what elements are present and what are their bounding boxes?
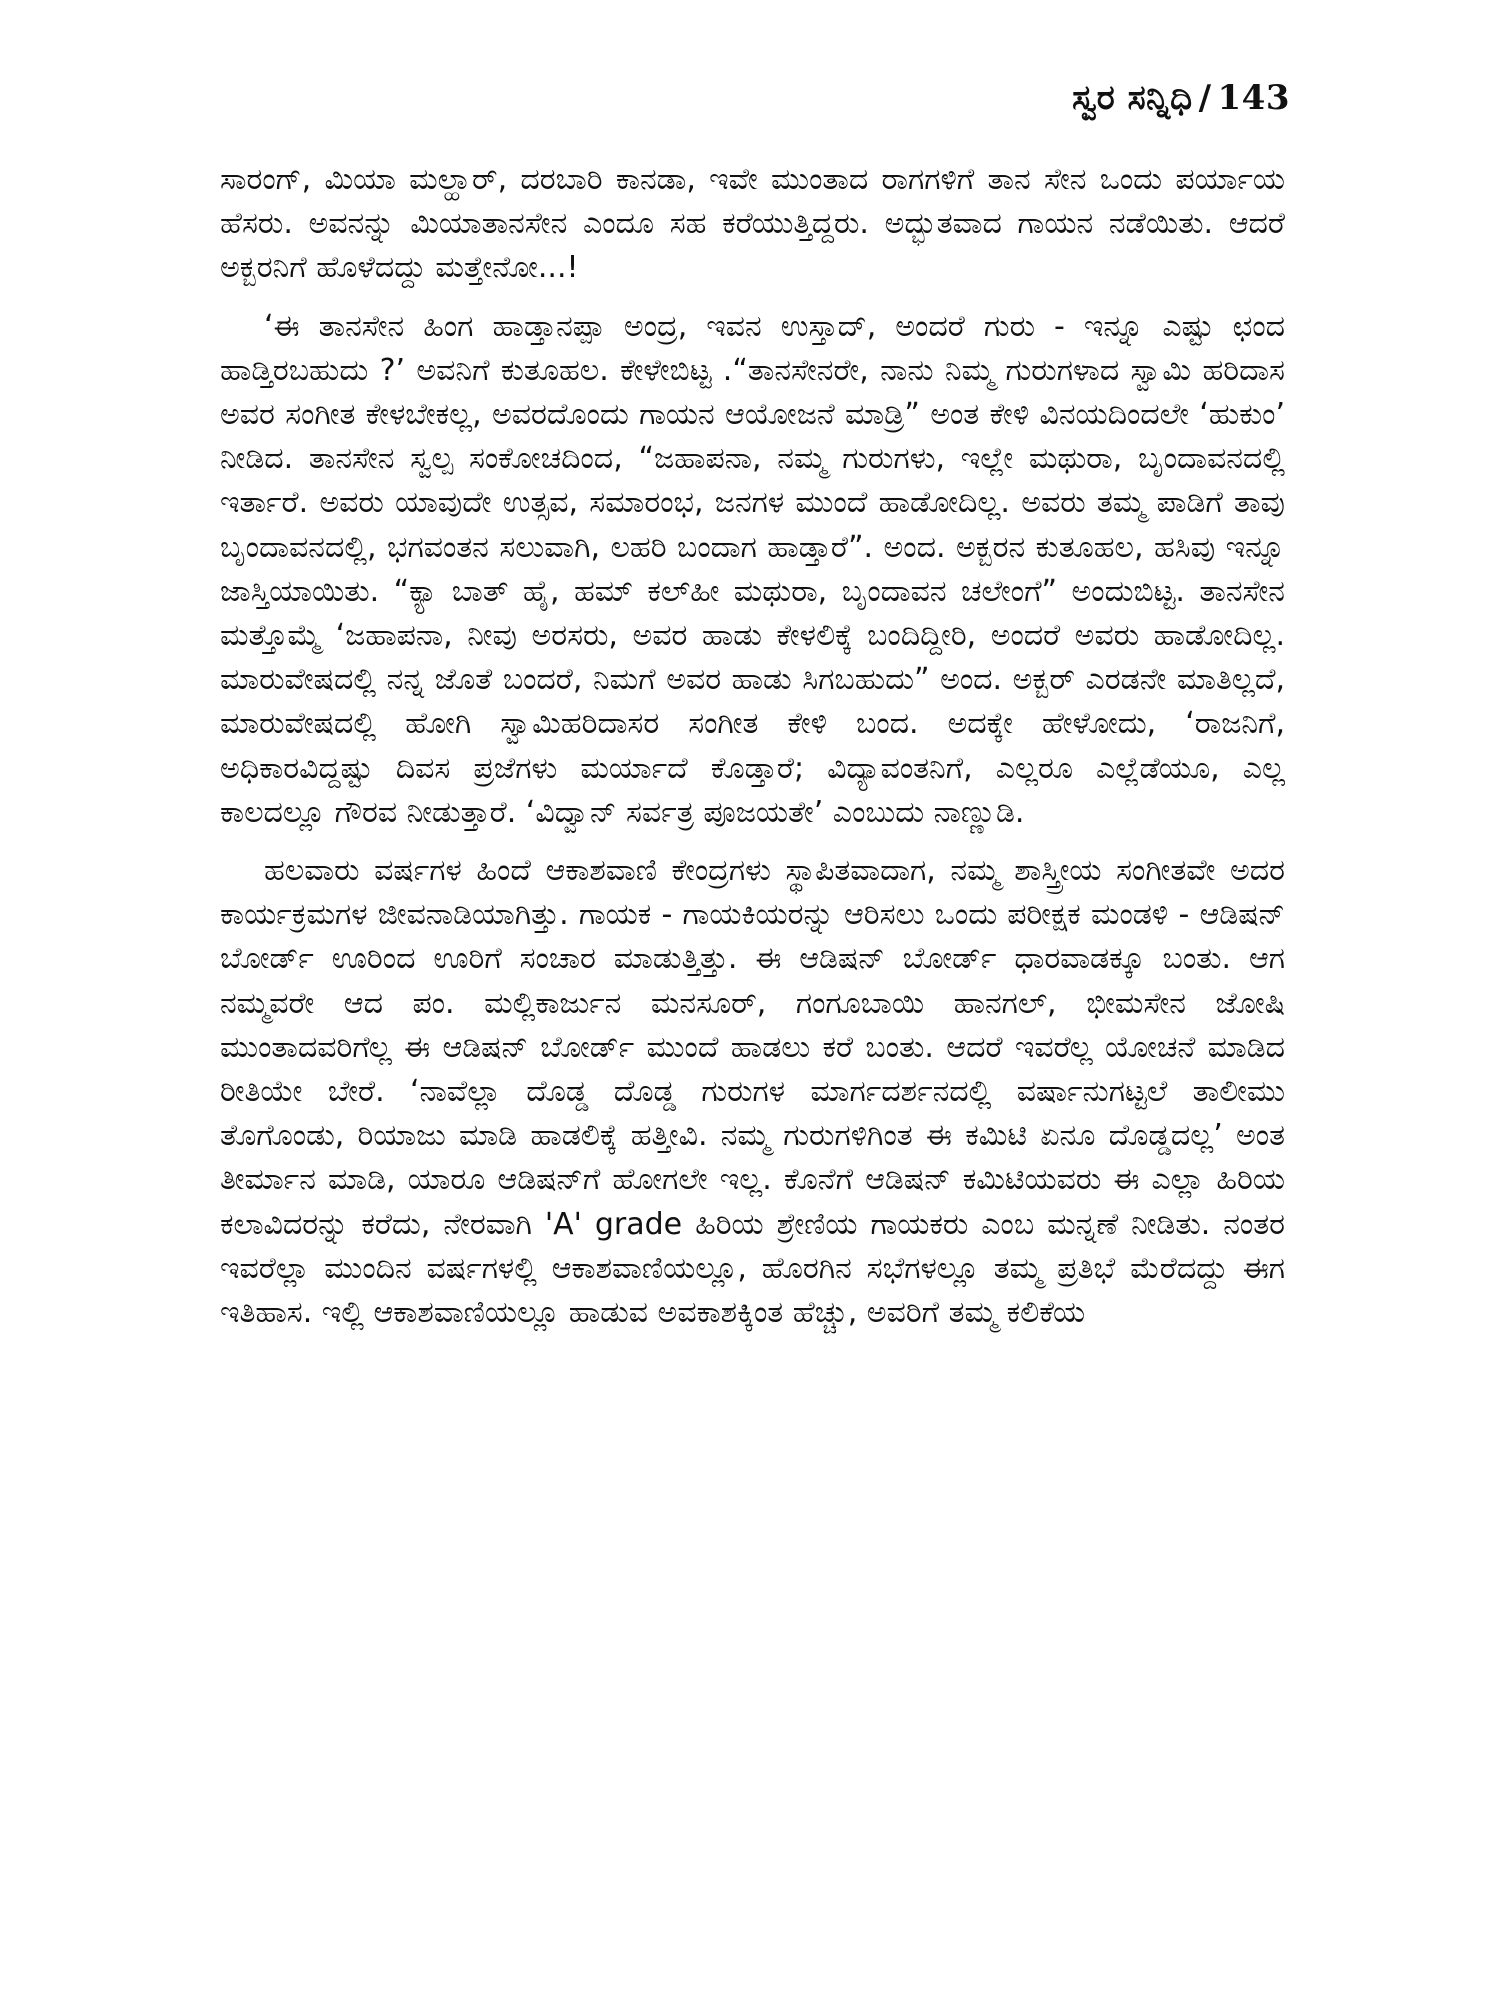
header-separator: / [1198,78,1212,118]
book-title: ಸ್ವರ ಸನ್ನಿಧಿ [1072,78,1193,118]
body-text [220,158,1285,1349]
running-header [1072,78,1290,118]
paragraph: ‘ಈ ತಾನಸೇನ ಹಿಂಗ ಹಾಡ್ತಾನಪ್ಪಾ ಅಂದ್ರ, ಇವನ ಉಸ್ತಾದ್, ಅಂದರೆ ಗುರು - ಇನ್ನೂ ಎಷ್ಟು ಛಂದ ಹಾಡ್ತಿರಬಹುದು ?’ ಅವನಿಗೆ ಕುತೂಹಲ. ಕೇಳೇಬಿಟ್ಟ .“ತಾನಸೇನರೇ, ನಾನು ನಿಮ್ಮ ಗುರುಗಳಾದ ಸ್ವಾಮಿ ಹರಿದಾಸ ಅವರ ಸಂಗೀತ ಕೇಳಬೇಕಲ್ಲ, ಅವರದೊಂದು ಗಾಯನ ಆಯೋಜನೆ ಮಾಡ್ರಿ” ಅಂತ ಕೇಳಿ ವಿನಯದಿಂದಲೇ ‘ಹುಕುಂ’ ನೀಡಿದ. ತಾನಸೇನ ಸ್ವಲ್ಪ ಸಂಕೋಚದಿಂದ, “ಜಹಾಪನಾ, ನಮ್ಮ ಗುರುಗಳು, ಇಲ್ಲೇ ಮಥುರಾ, ಬೃಂದಾವನದಲ್ಲಿ ಇರ್ತಾರೆ. ಅವರು ಯಾವುದೇ ಉತ್ಸವ, ಸಮಾರಂಭ, ಜನಗಳ ಮುಂದೆ ಹಾಡೋದಿಲ್ಲ. ಅವರು ತಮ್ಮ ಪಾಡಿಗೆ ತಾವು ಬೃಂದಾವನದಲ್ಲಿ, ಭಗವಂತನ ಸಲುವಾಗಿ, ಲಹರಿ ಬಂದಾಗ ಹಾಡ್ತಾರೆ”. ಅಂದ. ಅಕ್ಬರನ ಕುತೂಹಲ, ಹಸಿವು ಇನ್ನೂ ಜಾಸ್ತಿಯಾಯಿತು. “ಕ್ಯಾ ಬಾತ್ ಹೈ, ಹಮ್ ಕಲ್‌ಹೀ ಮಥುರಾ, ಬೃಂದಾವನ ಚಲೇಂಗೆ” ಅಂದುಬಿಟ್ಟ. ತಾನಸೇನ ಮತ್ತೊಮ್ಮೆ ‘ಜಹಾಪನಾ, ನೀವು ಅರಸರು, ಅವರ ಹಾಡು ಕೇಳಲಿಕ್ಕೆ ಬಂದಿದ್ದೀರಿ, ಅಂದರೆ ಅವರು ಹಾಡೋದಿಲ್ಲ. ಮಾರುವೇಷದಲ್ಲಿ ನನ್ನ ಜೊತೆ ಬಂದರೆ, ನಿಮಗೆ ಅವರ ಹಾಡು ಸಿಗಬಹುದು” ಅಂದ. ಅಕ್ಬರ್ ಎರಡನೇ ಮಾತಿಲ್ಲದೆ, ಮಾರುವೇಷದಲ್ಲಿ ಹೋಗಿ ಸ್ವಾಮಿಹರಿದಾಸರ ಸಂಗೀತ ಕೇಳಿ ಬಂದ. ಅದಕ್ಕೇ ಹೇಳೋದು, ‘ರಾಜನಿಗೆ, ಅಧಿಕಾರವಿದ್ದಷ್ಟು ದಿವಸ ಪ್ರಜೆಗಳು ಮರ್ಯಾದೆ ಕೊಡ್ತಾರೆ; ವಿದ್ಯಾವಂತನಿಗೆ, ಎಲ್ಲರೂ ಎಲ್ಲೆಡೆಯೂ, ಎಲ್ಲ ಕಾಲದಲ್ಲೂ ಗೌರವ ನೀಡುತ್ತಾರೆ. ‘ವಿದ್ವಾನ್ ಸರ್ವತ್ರ ಪೂಜಯತೇ’ ಎಂಬುದು ನಾಣ್ಣುಡಿ. [220,308,1285,830]
paragraph: ಹಲವಾರು ವರ್ಷಗಳ ಹಿಂದೆ ಆಕಾಶವಾಣಿ ಕೇಂದ್ರಗಳು ಸ್ಥಾಪಿತವಾದಾಗ, ನಮ್ಮ ಶಾಸ್ತ್ರೀಯ ಸಂಗೀತವೇ ಅದರ ಕಾರ್ಯಕ್ರಮಗಳ ಜೀವನಾಡಿಯಾಗಿತ್ತು. ಗಾಯಕ - ಗಾಯಕಿಯರನ್ನು ಆರಿಸಲು ಒಂದು ಪರೀಕ್ಷಕ ಮಂಡಳಿ - ಆಡಿಷನ್ ಬೋರ್ಡ್ ಊರಿಂದ ಊರಿಗೆ ಸಂಚಾರ ಮಾಡುತ್ತಿತ್ತು. ಈ ಆಡಿಷನ್ ಬೋರ್ಡ್ ಧಾರವಾಡಕ್ಕೂ ಬಂತು. ಆಗ ನಮ್ಮವರೇ ಆದ ಪಂ. ಮಲ್ಲಿಕಾರ್ಜುನ ಮನಸೂರ್, ಗಂಗೂಬಾಯಿ ಹಾನಗಲ್, ಭೀಮಸೇನ ಜೋಷಿ ಮುಂತಾದವರಿಗೆಲ್ಲ ಈ ಆಡಿಷನ್ ಬೋರ್ಡ್ ಮುಂದೆ ಹಾಡಲು ಕರೆ ಬಂತು. ಆದರೆ ಇವರೆಲ್ಲ ಯೋಚನೆ ಮಾಡಿದ ರೀತಿಯೇ ಬೇರೆ. ‘ನಾವೆಲ್ಲಾ ದೊಡ್ಡ ದೊಡ್ಡ ಗುರುಗಳ ಮಾರ್ಗದರ್ಶನದಲ್ಲಿ ವರ್ಷಾನುಗಟ್ಟಲೆ ತಾಲೀಮು ತೊಗೊಂಡು, ರಿಯಾಜು ಮಾಡಿ ಹಾಡಲಿಕ್ಕೆ ಹತ್ತೀವಿ. ನಮ್ಮ ಗುರುಗಳಿಗಿಂತ ಈ ಕಮಿಟಿ ಏನೂ ದೊಡ್ಡದಲ್ಲ’ ಅಂತ ತೀರ್ಮಾನ ಮಾಡಿ, ಯಾರೂ ಆಡಿಷನ್‌ಗೆ ಹೋಗಲೇ ಇಲ್ಲ. ಕೊನೆಗೆ ಆಡಿಷನ್ ಕಮಿಟಿಯವರು ಈ ಎಲ್ಲಾ ಹಿರಿಯ ಕಲಾವಿದರನ್ನು ಕರೆದು, ನೇರವಾಗಿ 'A' grade ಹಿರಿಯ ಶ್ರೇಣಿಯ ಗಾಯಕರು ಎಂಬ ಮನ್ನಣೆ ನೀಡಿತು. ನಂತರ ಇವರೆಲ್ಲಾ ಮುಂದಿನ ವರ್ಷಗಳಲ್ಲಿ ಆಕಾಶವಾಣಿಯಲ್ಲೂ, ಹೊರಗಿನ ಸಭೆಗಳಲ್ಲೂ ತಮ್ಮ ಪ್ರತಿಭೆ ಮೆರೆದದ್ದು ಈಗ ಇತಿಹಾಸ. ಇಲ್ಲಿ ಆಕಾಶವಾಣಿಯಲ್ಲೂ ಹಾಡುವ ಅವಕಾಶಕ್ಕಿಂತ ಹೆಚ್ಚು, ಅವರಿಗೆ ತಮ್ಮ ಕಲಿಕೆಯ [220,853,1285,1331]
page-number: 143 [1217,78,1290,118]
paragraph: ಸಾರಂಗ್, ಮಿಯಾ ಮಲ್ಹಾರ್, ದರಬಾರಿ ಕಾನಡಾ, ಇವೇ ಮುಂತಾದ ರಾಗಗಳಿಗೆ ತಾನ ಸೇನ ಒಂದು ಪರ್ಯಾಯ ಹೆಸರು. ಅವನನ್ನು ಮಿಯಾತಾನಸೇನ ಎಂದೂ ಸಹ ಕರೆಯುತ್ತಿದ್ದರು. ಅದ್ಭುತವಾದ ಗಾಯನ ನಡೆಯಿತು. ಆದರೆ ಅಕ್ಬರನಿಗೆ ಹೊಳೆದದ್ದು ಮತ್ತೇನೋ...! [220,162,1285,286]
